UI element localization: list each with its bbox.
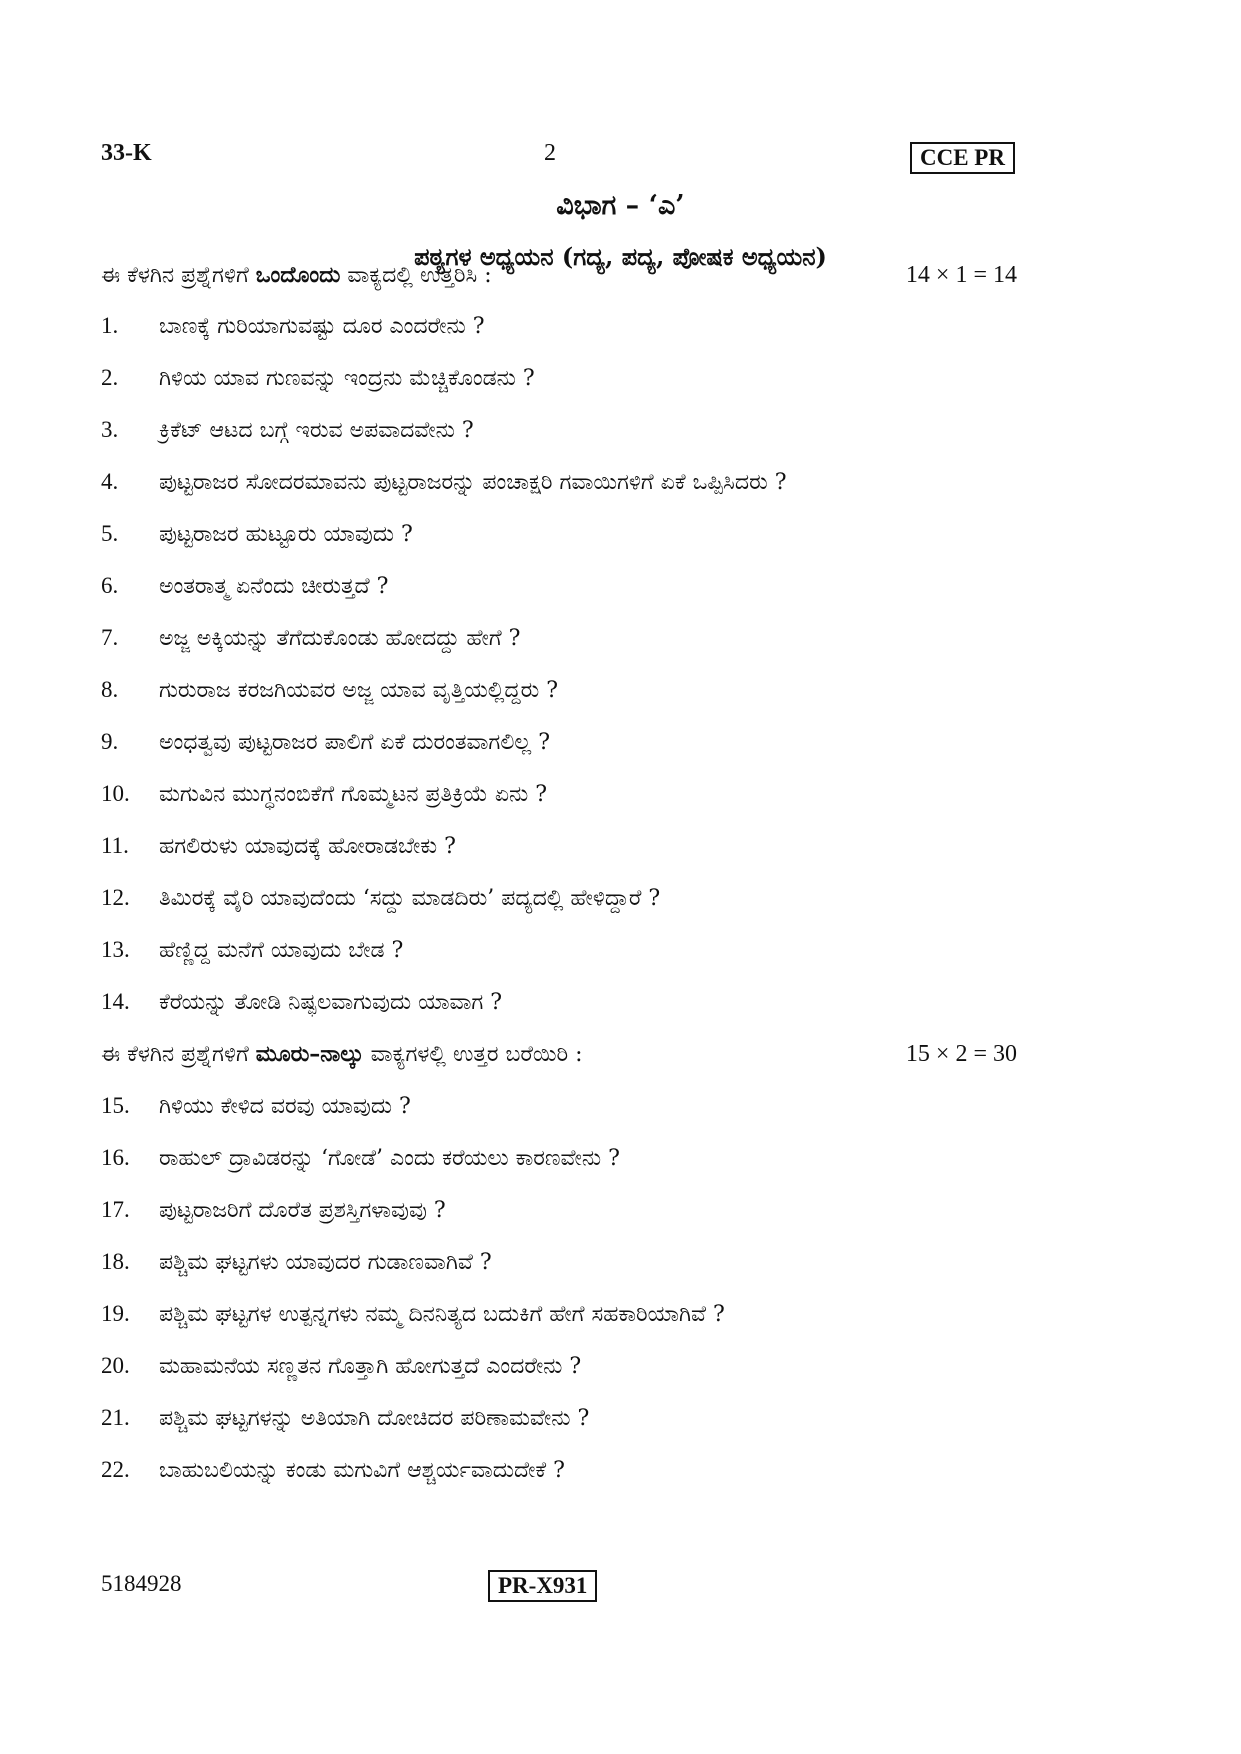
question-item xyxy=(101,885,1031,911)
question-item xyxy=(101,677,1031,703)
question-text: ಗಿಳಿಯ ಯಾವ ಗುಣವನ್ನು ಇಂದ್ರನು ಮೆಚ್ಚಿಕೊಂಡನು ? xyxy=(159,366,535,391)
question-number: 17. xyxy=(101,1197,130,1222)
question-number: 20. xyxy=(101,1353,130,1378)
question-item xyxy=(101,989,1031,1015)
question-text: ಗಿಳಿಯು ಕೇಳಿದ ವರವು ಯಾವುದು ? xyxy=(159,1094,411,1119)
question-item xyxy=(101,1353,1031,1379)
part1-marks: 14 × 1 = 14 xyxy=(905,262,1017,288)
question-item xyxy=(101,365,1031,391)
question-item xyxy=(101,625,1031,651)
question-text: ಪಶ್ಚಿಮ ಘಟ್ಟಗಳು ಯಾವುದರ ಗುಡಾಣವಾಗಿವೆ ? xyxy=(159,1250,492,1275)
question-item xyxy=(101,521,1031,547)
question-text: ಗುರುರಾಜ ಕರಜಗಿಯವರ ಅಜ್ಜ ಯಾವ ವೃತ್ತಿಯಲ್ಲಿದ್ದರು ? xyxy=(159,678,559,703)
question-number: 1. xyxy=(101,313,119,338)
question-number: 7. xyxy=(101,625,119,650)
part2-marks: 15 × 2 = 30 xyxy=(905,1041,1017,1067)
question-number: 8. xyxy=(101,677,119,702)
question-text: ಪುಟ್ಟರಾಜರ ಹುಟ್ಟೂರು ಯಾವುದು ? xyxy=(159,522,413,547)
part2-instruction-bold: ಮೂರು–ನಾಲ್ಕು xyxy=(255,1041,364,1067)
question-number: 10. xyxy=(101,781,130,806)
question-text: ತಿಮಿರಕ್ಕೆ ವೈರಿ ಯಾವುದೆಂದು ‘ಸದ್ದು ಮಾಡದಿರು’ ಪದ್ಯದಲ್ಲಿ ಹೇಳಿದ್ದಾರೆ ? xyxy=(159,886,661,911)
paper-code-box: PR-X931 xyxy=(488,1570,597,1602)
question-text: ಮಗುವಿನ ಮುಗ್ಧನಂಬಿಕೆಗೆ ಗೊಮ್ಮಟನ ಪ್ರತಿಕ್ರಿಯೆ ಏನು ? xyxy=(159,782,548,807)
question-number: 6. xyxy=(101,573,119,598)
question-item xyxy=(101,781,1031,807)
serial-number: 5184928 xyxy=(101,1571,182,1596)
question-number: 13. xyxy=(101,937,130,962)
question-text: ಬಾಹುಬಲಿಯನ್ನು ಕಂಡು ಮಗುವಿಗೆ ಆಶ್ಚರ್ಯವಾದುದೇಕೆ ? xyxy=(159,1458,565,1483)
question-item xyxy=(101,1457,1031,1483)
section-title: ವಿಭಾಗ – ‘ಎ’ xyxy=(556,190,685,221)
question-number: 11. xyxy=(101,833,129,858)
question-item xyxy=(101,833,1031,859)
question-text: ಬಾಣಕ್ಕೆ ಗುರಿಯಾಗುವಷ್ಟು ದೂರ ಎಂದರೇನು ? xyxy=(159,314,485,339)
question-text: ಹೆಣ್ಣಿದ್ದ ಮನೆಗೆ ಯಾವುದು ಬೇಡ ? xyxy=(159,938,404,963)
question-number: 18. xyxy=(101,1249,130,1274)
question-item xyxy=(101,313,1031,339)
question-item xyxy=(101,1093,1031,1119)
question-text: ಕ್ರಿಕೆಟ್ ಆಟದ ಬಗ್ಗೆ ಇರುವ ಅಪವಾದವೇನು ? xyxy=(159,418,474,443)
question-number: 5. xyxy=(101,521,119,546)
part1-instruction-text: ಈ ಕೆಳಗಿನ ಪ್ರಶ್ನೆಗಳಿಗೆ ಒಂದೊಂದು ವಾಕ್ಯದಲ್ಲಿ ಉತ್ತರಿಸಿ : xyxy=(101,262,492,288)
question-text: ಹಗಲಿರುಳು ಯಾವುದಕ್ಕೆ ಹೋರಾಡಬೇಕು ? xyxy=(159,834,456,859)
cce-pr-tag: CCE PR xyxy=(910,142,1015,174)
question-number: 3. xyxy=(101,417,119,442)
question-text: ಮಹಾಮನೆಯ ಸಣ್ಣತನ ಗೊತ್ತಾಗಿ ಹೋಗುತ್ತದೆ ಎಂದರೇನು ? xyxy=(159,1354,582,1379)
question-number: 21. xyxy=(101,1405,130,1430)
question-item xyxy=(101,573,1031,599)
question-item xyxy=(101,1197,1031,1223)
question-text: ಪುಟ್ಟರಾಜರ ಸೋದರಮಾವನು ಪುಟ್ಟರಾಜರನ್ನು ಪಂಚಾಕ್ಷರಿ ಗವಾಯಿಗಳಿಗೆ ಏಕೆ ಒಪ್ಪಿಸಿದರು ? xyxy=(159,470,787,495)
question-item xyxy=(101,1301,1031,1327)
question-text: ಪಶ್ಚಿಮ ಘಟ್ಟಗಳನ್ನು ಅತಿಯಾಗಿ ದೋಚಿದರ ಪರಿಣಾಮವೇನು ? xyxy=(159,1406,590,1431)
question-text: ಪುಟ್ಟರಾಜರಿಗೆ ದೊರೆತ ಪ್ರಶಸ್ತಿಗಳಾವುವು ? xyxy=(159,1198,446,1223)
part2-instruction-text: ಈ ಕೆಳಗಿನ ಪ್ರಶ್ನೆಗಳಿಗೆ ಮೂರು–ನಾಲ್ಕು ವಾಕ್ಯಗಳಲ್ಲಿ ಉತ್ತರ ಬರೆಯಿರಿ : xyxy=(101,1041,583,1067)
question-number: 9. xyxy=(101,729,119,754)
section-subtitle: ಪಠ್ಯಗಳ ಅಧ್ಯಯನ (ಗದ್ಯ, ಪದ್ಯ, ಪೋಷಕ ಅಧ್ಯಯನ) xyxy=(414,242,827,271)
question-text: ಅಂಧತ್ವವು ಪುಟ್ಟರಾಜರ ಪಾಲಿಗೆ ಏಕೆ ದುರಂತವಾಗಲಿಲ್ಲ ? xyxy=(159,730,550,755)
question-number: 16. xyxy=(101,1145,130,1170)
question-item xyxy=(101,1249,1031,1275)
question-number: 2. xyxy=(101,365,119,390)
question-text: ಅಂತರಾತ್ಮ ಏನೆಂದು ಚೀರುತ್ತದೆ ? xyxy=(159,574,389,599)
question-number: 15. xyxy=(101,1093,130,1118)
question-item xyxy=(101,1145,1031,1171)
part1-instruction-bold: ಒಂದೊಂದು xyxy=(255,262,341,288)
question-item xyxy=(101,937,1031,963)
question-text: ಪಶ್ಚಿಮ ಘಟ್ಟಗಳ ಉತ್ಪನ್ನಗಳು ನಮ್ಮ ದಿನನಿತ್ಯದ ಬದುಕಿಗೆ ಹೇಗೆ ಸಹಕಾರಿಯಾಗಿವೆ ? xyxy=(159,1302,725,1327)
question-text: ಕೆರೆಯನ್ನು ತೋಡಿ ನಿಷ್ಫಲವಾಗುವುದು ಯಾವಾಗ ? xyxy=(159,990,503,1015)
question-item xyxy=(101,469,1031,495)
page-number: 2 xyxy=(544,140,556,166)
question-number: 4. xyxy=(101,469,119,494)
question-item xyxy=(101,729,1031,755)
question-number: 14. xyxy=(101,989,130,1014)
question-number: 12. xyxy=(101,885,130,910)
question-number: 19. xyxy=(101,1301,130,1326)
question-number: 22. xyxy=(101,1457,130,1482)
paper-code: 33-K xyxy=(101,140,152,166)
question-text: ಅಜ್ಜ ಅಕ್ಕಿಯನ್ನು ತೆಗೆದುಕೊಂಡು ಹೋದದ್ದು ಹೇಗೆ ? xyxy=(159,626,521,651)
question-item xyxy=(101,1405,1031,1431)
question-text: ರಾಹುಲ್ ದ್ರಾವಿಡರನ್ನು ‘ಗೋಡೆ’ ಎಂದು ಕರೆಯಲು ಕಾರಣವೇನು ? xyxy=(159,1146,620,1171)
part1-instruction xyxy=(101,262,1017,289)
part2-instruction xyxy=(101,1041,1017,1068)
question-item xyxy=(101,417,1031,443)
